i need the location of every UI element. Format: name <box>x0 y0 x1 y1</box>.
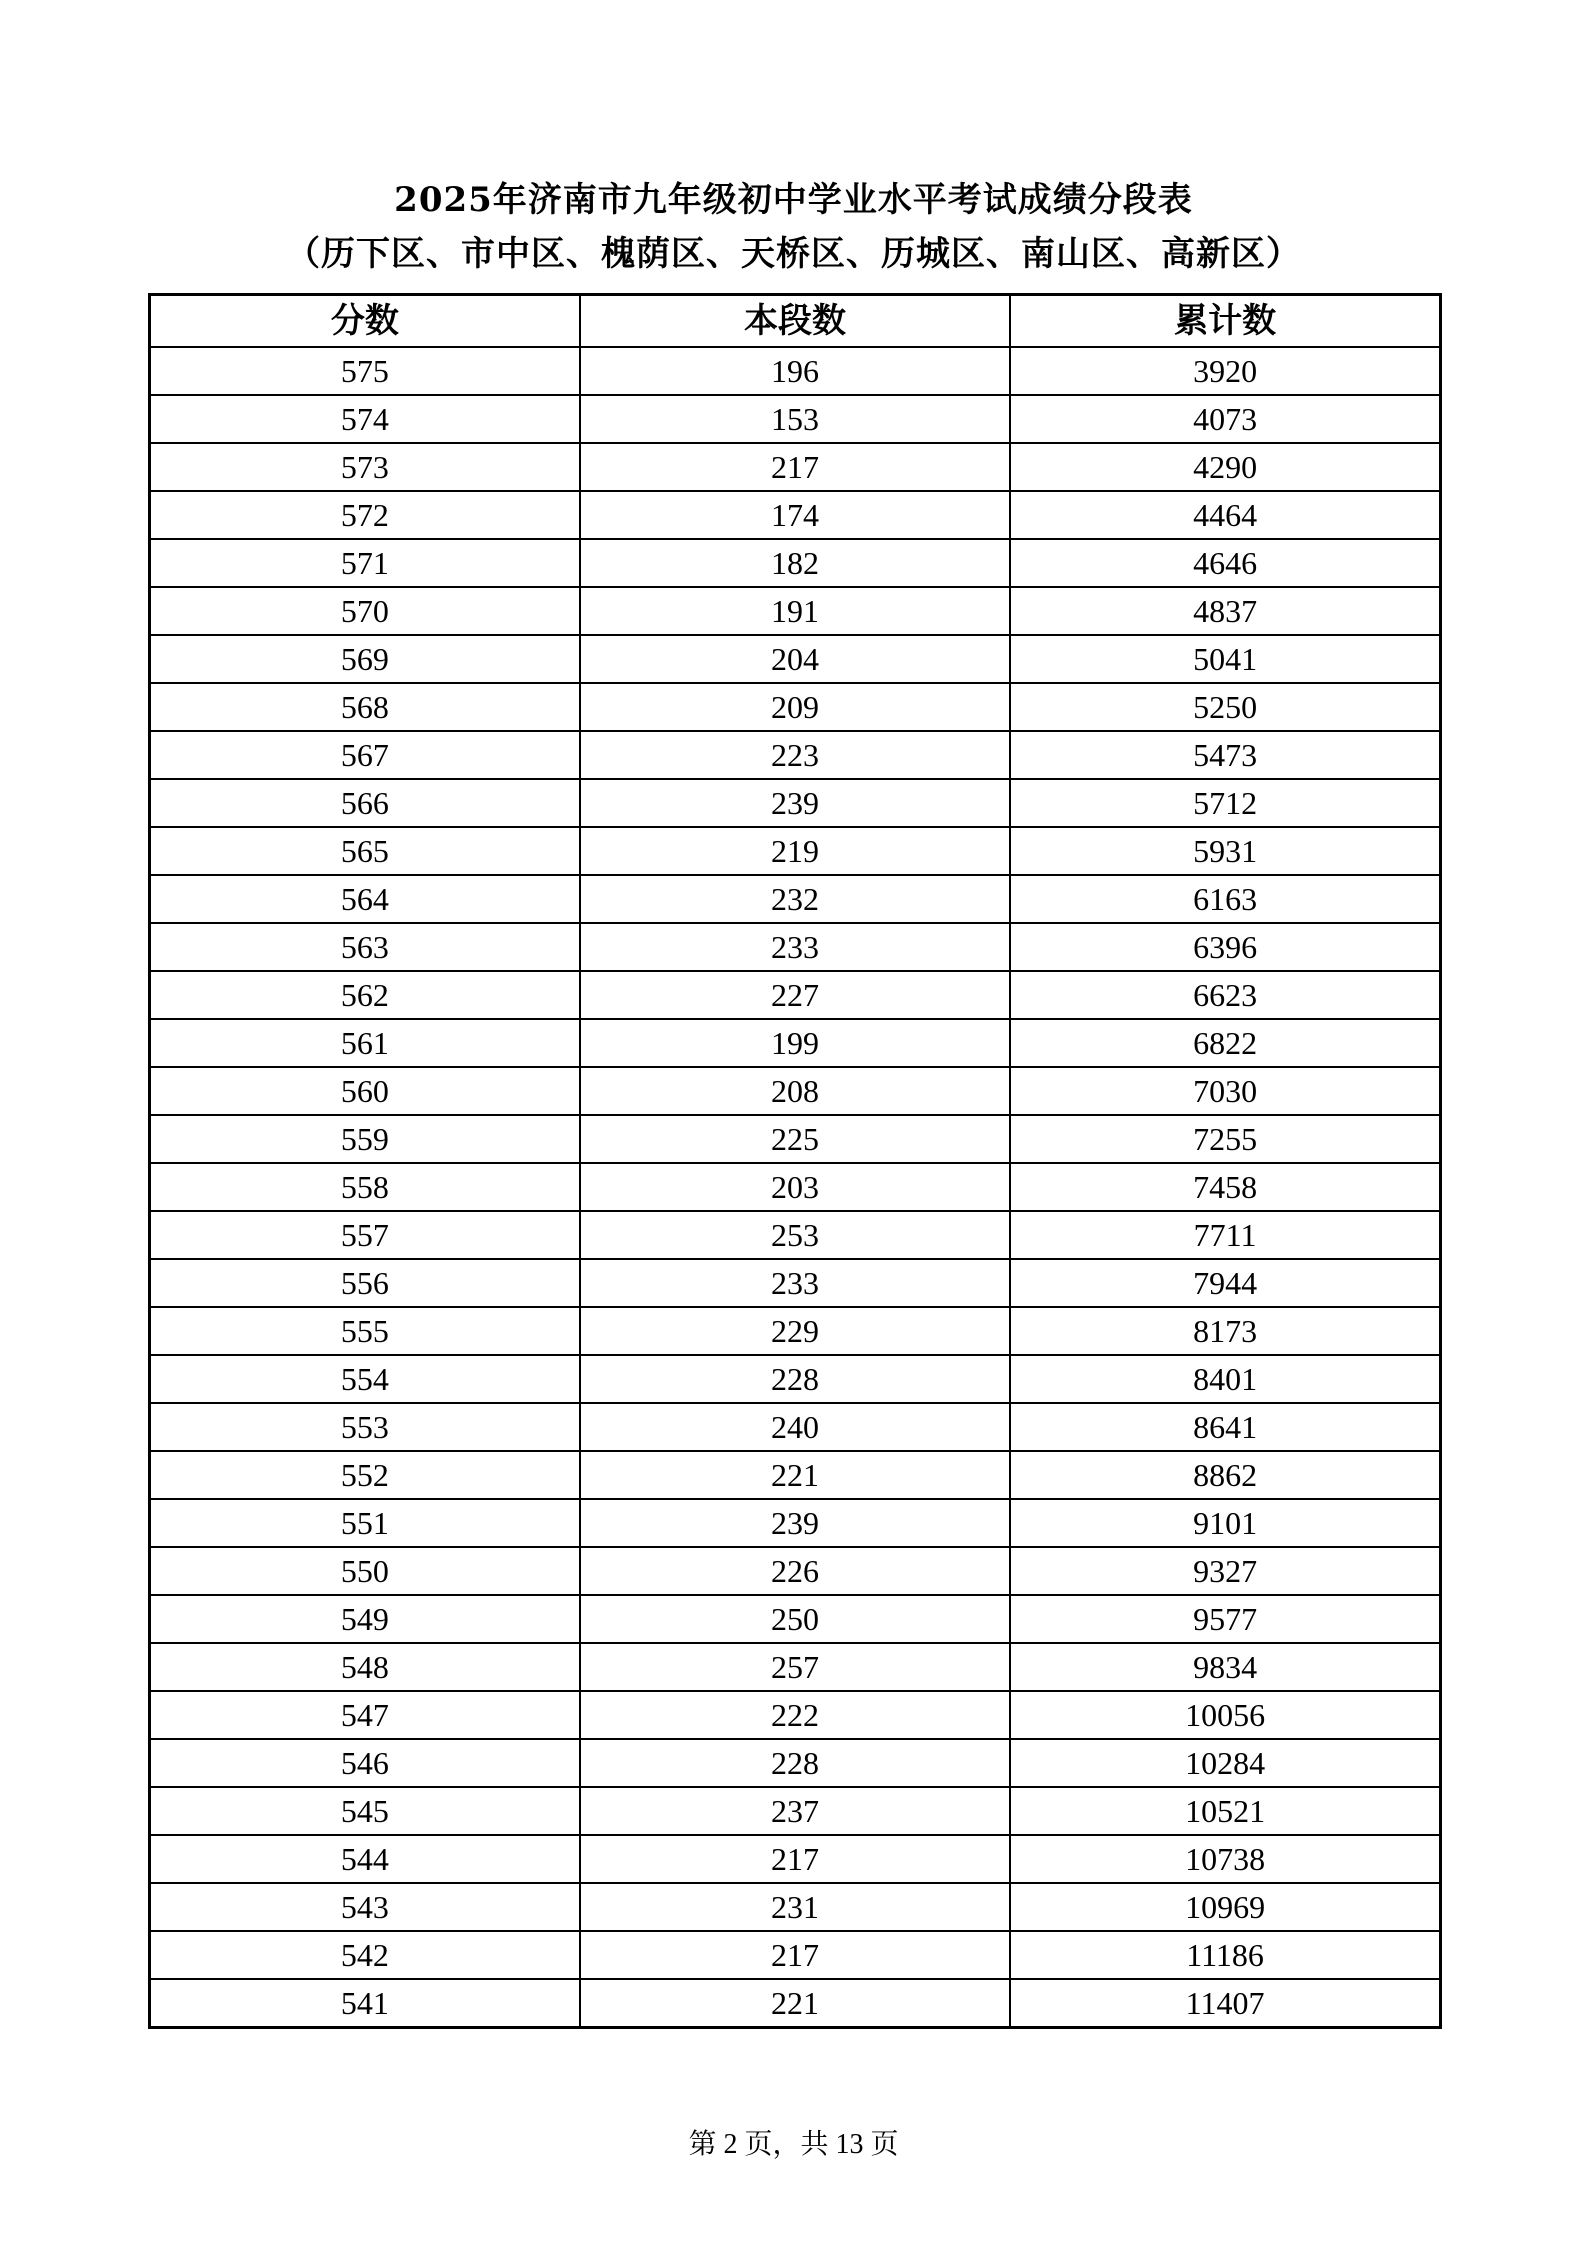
score-cell: 553 <box>150 1403 580 1451</box>
cumulative-count-cell: 4290 <box>1010 443 1440 491</box>
score-cell: 545 <box>150 1787 580 1835</box>
segment-count-cell: 204 <box>580 635 1010 683</box>
cumulative-count-cell: 11407 <box>1010 1979 1440 2028</box>
cumulative-count-cell: 6396 <box>1010 923 1440 971</box>
table-row <box>150 683 1441 731</box>
table-row <box>150 1019 1441 1067</box>
cumulative-count-cell: 9834 <box>1010 1643 1440 1691</box>
score-cell: 564 <box>150 875 580 923</box>
score-cell: 543 <box>150 1883 580 1931</box>
score-cell: 565 <box>150 827 580 875</box>
score-cell: 556 <box>150 1259 580 1307</box>
score-cell: 575 <box>150 347 580 395</box>
cumulative-count-cell: 8862 <box>1010 1451 1440 1499</box>
segment-count-cell: 233 <box>580 1259 1010 1307</box>
score-cell: 563 <box>150 923 580 971</box>
cumulative-count-cell: 7255 <box>1010 1115 1440 1163</box>
segment-count-cell: 227 <box>580 971 1010 1019</box>
cumulative-count-cell: 11186 <box>1010 1931 1440 1979</box>
document-title: 2025年济南市九年级初中学业水平考试成绩分段表 <box>394 180 1193 220</box>
cumulative-count-cell: 5041 <box>1010 635 1440 683</box>
segment-count-cell: 182 <box>580 539 1010 587</box>
cumulative-count-cell: 10969 <box>1010 1883 1440 1931</box>
score-cell: 548 <box>150 1643 580 1691</box>
score-cell: 559 <box>150 1115 580 1163</box>
cumulative-count-cell: 9101 <box>1010 1499 1440 1547</box>
segment-count-cell: 153 <box>580 395 1010 443</box>
table-row <box>150 1787 1441 1835</box>
document-subtitle: （历下区、市中区、槐荫区、天桥区、历城区、南山区、高新区） <box>286 234 1301 274</box>
segment-count-cell: 226 <box>580 1547 1010 1595</box>
table-row <box>150 971 1441 1019</box>
score-cell: 561 <box>150 1019 580 1067</box>
segment-count-cell: 239 <box>580 779 1010 827</box>
score-cell: 572 <box>150 491 580 539</box>
table-row <box>150 1595 1441 1643</box>
table-row <box>150 827 1441 875</box>
score-cell: 552 <box>150 1451 580 1499</box>
table-row <box>150 1211 1441 1259</box>
segment-count-cell: 219 <box>580 827 1010 875</box>
segment-count-cell: 191 <box>580 587 1010 635</box>
segment-count-cell: 203 <box>580 1163 1010 1211</box>
segment-count-cell: 231 <box>580 1883 1010 1931</box>
table-row <box>150 1499 1441 1547</box>
table-row <box>150 347 1441 395</box>
cumulative-count-cell: 4646 <box>1010 539 1440 587</box>
segment-count-cell: 209 <box>580 683 1010 731</box>
table-row <box>150 875 1441 923</box>
segment-count-cell: 228 <box>580 1355 1010 1403</box>
score-cell: 555 <box>150 1307 580 1355</box>
page-footer: 第 2 页，共 13 页 <box>688 2129 899 2160</box>
header-segment-count: 本段数 <box>580 295 1010 348</box>
cumulative-count-cell: 9327 <box>1010 1547 1440 1595</box>
table-row <box>150 1307 1441 1355</box>
score-distribution-table <box>148 293 1442 2029</box>
segment-count-cell: 208 <box>580 1067 1010 1115</box>
cumulative-count-cell: 7458 <box>1010 1163 1440 1211</box>
segment-count-cell: 239 <box>580 1499 1010 1547</box>
table-row <box>150 635 1441 683</box>
table-row <box>150 1739 1441 1787</box>
score-cell: 550 <box>150 1547 580 1595</box>
segment-count-cell: 253 <box>580 1211 1010 1259</box>
cumulative-count-cell: 7711 <box>1010 1211 1440 1259</box>
cumulative-count-cell: 5931 <box>1010 827 1440 875</box>
score-cell: 549 <box>150 1595 580 1643</box>
table-row <box>150 1355 1441 1403</box>
table-header-row <box>150 295 1441 348</box>
segment-count-cell: 217 <box>580 1931 1010 1979</box>
table-row <box>150 1163 1441 1211</box>
segment-count-cell: 217 <box>580 1835 1010 1883</box>
cumulative-count-cell: 10284 <box>1010 1739 1440 1787</box>
segment-count-cell: 196 <box>580 347 1010 395</box>
segment-count-cell: 223 <box>580 731 1010 779</box>
segment-count-cell: 225 <box>580 1115 1010 1163</box>
table-row <box>150 1115 1441 1163</box>
table-row <box>150 1979 1441 2028</box>
table-row <box>150 539 1441 587</box>
table-row <box>150 1931 1441 1979</box>
header-cumulative-count: 累计数 <box>1010 295 1440 348</box>
score-cell: 574 <box>150 395 580 443</box>
segment-count-cell: 229 <box>580 1307 1010 1355</box>
score-cell: 558 <box>150 1163 580 1211</box>
score-cell: 566 <box>150 779 580 827</box>
segment-count-cell: 174 <box>580 491 1010 539</box>
cumulative-count-cell: 6163 <box>1010 875 1440 923</box>
cumulative-count-cell: 6623 <box>1010 971 1440 1019</box>
score-cell: 541 <box>150 1979 580 2028</box>
score-cell: 562 <box>150 971 580 1019</box>
segment-count-cell: 221 <box>580 1979 1010 2028</box>
header-score: 分数 <box>150 295 580 348</box>
cumulative-count-cell: 8401 <box>1010 1355 1440 1403</box>
score-cell: 571 <box>150 539 580 587</box>
segment-count-cell: 221 <box>580 1451 1010 1499</box>
cumulative-count-cell: 8173 <box>1010 1307 1440 1355</box>
segment-count-cell: 222 <box>580 1691 1010 1739</box>
table-row <box>150 587 1441 635</box>
score-cell: 546 <box>150 1739 580 1787</box>
cumulative-count-cell: 7944 <box>1010 1259 1440 1307</box>
cumulative-count-cell: 4073 <box>1010 395 1440 443</box>
table-row <box>150 1643 1441 1691</box>
segment-count-cell: 237 <box>580 1787 1010 1835</box>
segment-count-cell: 233 <box>580 923 1010 971</box>
score-cell: 557 <box>150 1211 580 1259</box>
table-row <box>150 923 1441 971</box>
cumulative-count-cell: 9577 <box>1010 1595 1440 1643</box>
cumulative-count-cell: 10738 <box>1010 1835 1440 1883</box>
table-row <box>150 395 1441 443</box>
segment-count-cell: 240 <box>580 1403 1010 1451</box>
cumulative-count-cell: 4837 <box>1010 587 1440 635</box>
score-cell: 568 <box>150 683 580 731</box>
segment-count-cell: 217 <box>580 443 1010 491</box>
table-row <box>150 443 1441 491</box>
score-cell: 547 <box>150 1691 580 1739</box>
score-cell: 551 <box>150 1499 580 1547</box>
score-cell: 573 <box>150 443 580 491</box>
table-row <box>150 731 1441 779</box>
score-cell: 560 <box>150 1067 580 1115</box>
cumulative-count-cell: 8641 <box>1010 1403 1440 1451</box>
cumulative-count-cell: 10521 <box>1010 1787 1440 1835</box>
cumulative-count-cell: 5473 <box>1010 731 1440 779</box>
table-row <box>150 1259 1441 1307</box>
segment-count-cell: 228 <box>580 1739 1010 1787</box>
table-body <box>150 347 1441 2028</box>
table-row <box>150 779 1441 827</box>
score-cell: 554 <box>150 1355 580 1403</box>
cumulative-count-cell: 3920 <box>1010 347 1440 395</box>
cumulative-count-cell: 10056 <box>1010 1691 1440 1739</box>
score-cell: 569 <box>150 635 580 683</box>
table-row <box>150 1691 1441 1739</box>
score-cell: 542 <box>150 1931 580 1979</box>
segment-count-cell: 250 <box>580 1595 1010 1643</box>
score-cell: 567 <box>150 731 580 779</box>
table-row <box>150 1835 1441 1883</box>
segment-count-cell: 199 <box>580 1019 1010 1067</box>
table-row <box>150 1067 1441 1115</box>
table-row <box>150 1403 1441 1451</box>
cumulative-count-cell: 5712 <box>1010 779 1440 827</box>
cumulative-count-cell: 6822 <box>1010 1019 1440 1067</box>
table-row <box>150 491 1441 539</box>
segment-count-cell: 232 <box>580 875 1010 923</box>
table-row <box>150 1451 1441 1499</box>
table-row <box>150 1883 1441 1931</box>
score-cell: 570 <box>150 587 580 635</box>
cumulative-count-cell: 5250 <box>1010 683 1440 731</box>
cumulative-count-cell: 7030 <box>1010 1067 1440 1115</box>
segment-count-cell: 257 <box>580 1643 1010 1691</box>
score-cell: 544 <box>150 1835 580 1883</box>
cumulative-count-cell: 4464 <box>1010 491 1440 539</box>
table-row <box>150 1547 1441 1595</box>
